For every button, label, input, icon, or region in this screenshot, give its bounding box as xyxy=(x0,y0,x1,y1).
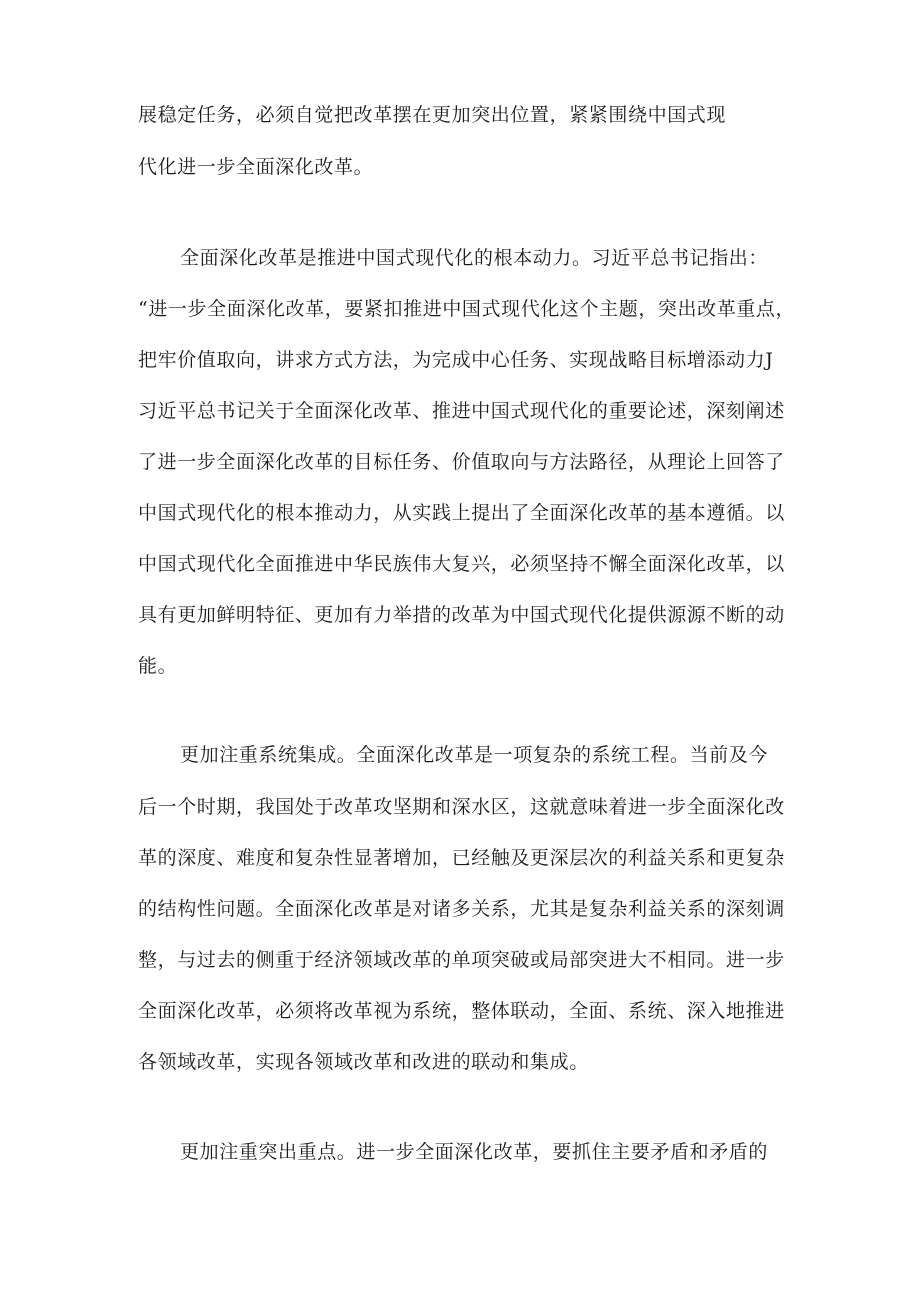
paragraph-line: 了进一步全面深化改革的目标任务、价值取向与方法路径，从理论上回答了 xyxy=(138,451,785,473)
paragraph-line: 革的深度、难度和复杂性显著增加，已经触及更深层次的利益关系和更复杂 xyxy=(138,847,785,869)
paragraph-line: 更加注重突出重点。进一步全面深化改革，要抓住主要矛盾和矛盾的 xyxy=(180,1141,769,1163)
paragraph-line: 中国式现代化全面推进中华民族伟大复兴，必须坚持不懈全面深化改革，以 xyxy=(138,553,785,575)
paragraph-line: 展稳定任务，必须自觉把改革摆在更加突出位置，紧紧围绕中国式现 xyxy=(138,104,727,126)
paragraph-line: 整，与过去的侧重于经济领域改革的单项突破或局部突进大不相同。进一步 xyxy=(138,949,785,971)
paragraph-line: 更加注重系统集成。全面深化改革是一项复杂的系统工程。当前及今 xyxy=(180,744,769,766)
paragraph-line: 各领域改革，实现各领域改革和改进的联动和集成。 xyxy=(138,1051,589,1073)
paragraph-line: 代化进一步全面深化改革。 xyxy=(138,156,374,178)
paragraph-line: 后一个时期，我国处于改革攻坚期和深水区，这就意味着进一步全面深化改 xyxy=(138,796,785,818)
paragraph-line: 具有更加鲜明特征、更加有力举措的改革为中国式现代化提供源源不断的动 xyxy=(138,604,785,626)
paragraph-line: 全面深化改革是推进中国式现代化的根本动力。习近平总书记指出： xyxy=(180,247,769,269)
paragraph-line: “进一步全面深化改革，要紧扣推进中国式现代化这个主题，突出改革重点， xyxy=(138,298,796,320)
paragraph-line: 中国式现代化的根本推动力，从实践上提出了全面深化改革的基本遵循。以 xyxy=(138,502,785,524)
paragraph-line: 全面深化改革，必须将改革视为系统，整体联动，全面、系统、深入地推进 xyxy=(138,1000,785,1022)
paragraph-line: 的结构性问题。全面深化改革是对诸多关系，尤其是复杂利益关系的深刻调 xyxy=(138,898,785,920)
paragraph-line: 把牢价值取向，讲求方式方法，为完成中心任务、实现战略目标增添动力J xyxy=(138,349,774,371)
paragraph-line: 习近平总书记关于全面深化改革、推进中国式现代化的重要论述，深刻阐述 xyxy=(138,400,785,422)
paragraph-line: 能。 xyxy=(138,655,178,677)
